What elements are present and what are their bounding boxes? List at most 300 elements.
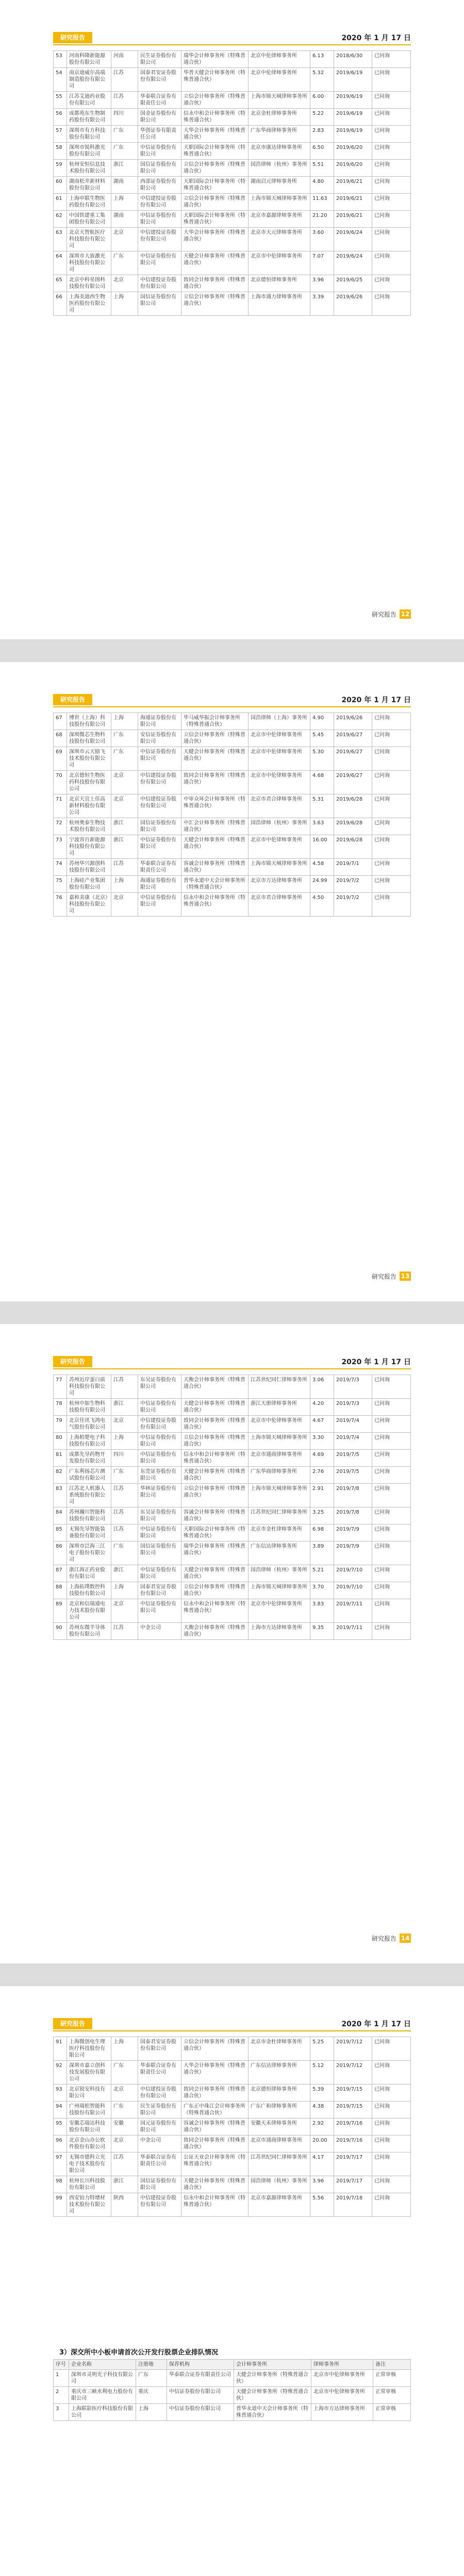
table-cell: 81 [54,1450,67,1467]
table-cell: 73 [54,835,67,859]
table-row [54,818,411,835]
table-cell: 北京佳讯飞鸿电气股份有限公司 [67,1416,111,1433]
table-cell: 80 [54,1433,67,1450]
table-cell: 已问询 [372,1623,411,1640]
table-cell: 安徽芯瑞达科技股份有限公司 [67,2119,111,2136]
ipo-queue-table [53,50,411,316]
table-cell: 北京市金杜律师事务所 [248,1524,310,1541]
table-cell: 已问询 [372,1484,411,1507]
table-cell: 93 [54,2084,67,2102]
table-row [54,794,411,818]
table-cell: 已问询 [372,1582,411,1599]
table-cell: 天健会计师事务所（特殊普通合伙） [181,1399,248,1416]
table-cell: 广东广和律师事务所 [248,2102,310,2119]
table-cell: 广东正中珠江会计师事务所（特殊普通合伙） [181,2102,248,2119]
table-cell: 东莞证券股份有限公司 [138,1467,181,1484]
table-cell: 北京锐安科技有限公司 [67,2084,111,2102]
table-row [54,109,411,126]
table-cell: 南京迪威尔高端制造股份有限公司 [67,68,111,92]
table-row [54,1582,411,1599]
table-cell: 62 [54,211,67,228]
table-cell: 河南科隆新能源股份有限公司 [67,51,111,68]
table-cell: 北京市中伦律师事务所 [248,730,310,747]
table-row [54,771,411,794]
table-cell: 55 [54,92,67,109]
table-cell: 立信会计师事务所（特殊普通合伙） [181,292,248,316]
table-cell: 5.21 [310,1565,334,1582]
table-cell: 江苏 [111,1623,138,1640]
table-cell: 已问询 [372,1450,411,1467]
table-cell: 2019/7/9 [334,1524,372,1541]
table-row [54,1375,411,1399]
table-cell: 已问询 [372,275,411,292]
table-cell: 致同会计师事务所（特殊普通合伙） [181,771,248,794]
table-cell: 立信会计师事务所（特殊普通合伙） [181,160,248,177]
table-cell: 中信建投证券股份有限公司 [138,2084,181,2102]
table-cell: 北京 [111,275,138,292]
table-cell: 已问询 [372,730,411,747]
ipo-queue-table [53,2037,411,2217]
table-cell: 90 [54,1623,67,1640]
table-cell: 华泰联合证券有限责任公司 [167,2370,234,2387]
table-cell: 广东 [111,2061,138,2084]
table-cell: 98 [54,2176,67,2193]
table-cell: 2019/6/19 [334,68,372,92]
table-cell: 广东利扬芯片测试股份有限公司 [67,1467,111,1484]
table-cell: 上海市锦天城律师事务所 [248,1582,310,1599]
table-cell: 北京市嘉源律师事务所 [248,2193,310,2217]
table-cell: 已问询 [372,92,411,109]
footer-label: 研究报告 [371,1273,396,1280]
table-cell: 东吴证券股份有限公司 [138,1507,181,1524]
table-row [54,730,411,747]
table-row [54,2176,411,2193]
table-cell: 天健会计师事务所（特殊普通合伙） [234,2387,311,2404]
table-cell: 上海市锦天城律师事务所 [248,859,310,876]
table-cell: 海通证券股份有限公司 [138,713,181,730]
table-cell: 深圳市嘉立创科技发展股份有限公司 [67,2061,111,2084]
table-cell: 立信会计师事务所（特殊普通合伙） [181,1582,248,1599]
table-cell: 2.91 [310,1484,334,1507]
table-cell: 北京市中伦律师事务所 [248,1599,310,1623]
table-cell: 2019/6/27 [334,747,372,771]
table-cell: 已问询 [372,1524,411,1541]
table-cell: 上海微创电生理医疗科技股份有限公司 [67,2037,111,2061]
table-cell: 国浩律师（上海）事务所 [248,713,310,730]
table-cell: 2018/6/30 [334,51,372,68]
table-cell: 已问询 [372,2102,411,2119]
table-cell: 国信证券股份有限公司 [138,160,181,177]
table-cell: 北京市君合律师事务所 [248,794,310,818]
table-cell: 安徽 [111,2119,138,2136]
table-cell: 国泰君安证券股份有限公司 [138,2037,181,2061]
table-cell: 大华会计师事务所（特殊普通合伙） [181,126,248,143]
table-cell: 2019/7/12 [334,2037,372,2061]
table-cell: 58 [54,143,67,160]
table-cell: 天职国际会计师事务所（特殊普通合伙） [181,1524,248,1541]
table-cell: 北京市嘉源律师事务所 [248,211,310,228]
table-cell: 2019/6/27 [334,730,372,747]
footer-label: 研究报告 [371,611,396,618]
table-cell: 大华会计师事务所（特殊普通合伙） [181,228,248,251]
table-cell: 57 [54,126,67,143]
table-cell: 重庆市三峡水利电力股份有限公司 [69,2387,136,2404]
table-cell: 立信会计师事务所（特殊普通合伙） [181,92,248,109]
table-row [54,835,411,859]
table-cell: 7.07 [310,251,334,275]
table-cell: 天衡会计师事务所（特殊普通合伙） [181,1375,248,1399]
table-row [54,68,411,92]
table-cell: 深圳市有方科技股份有限公司 [67,126,111,143]
table-row [54,2404,411,2421]
table-cell: 广东华商律师事务所 [248,1467,310,1484]
table-cell: 2019/7/11 [334,1623,372,1640]
table-cell: 5.30 [310,747,334,771]
column-header: 注册地 [136,2360,167,2370]
page-footer [372,609,411,619]
table-cell: 上海市通力律师事务所 [248,292,310,316]
table-cell: 92 [54,2061,67,2084]
table-cell: 已问询 [372,2061,411,2084]
table-cell: 89 [54,1599,67,1623]
ipo-queue-table [53,1375,411,1640]
table-cell: 2019/7/10 [334,1565,372,1582]
report-page [0,662,464,1301]
table-row [54,177,411,194]
table-cell: 公证天业会计师事务所（特殊普通合伙） [181,2153,248,2176]
table-cell: 2019/7/4 [334,1433,372,1450]
table-cell: 上海 [111,713,138,730]
table-cell: 瑞华会计师事务所（特殊普通合伙） [181,51,248,68]
table-cell: 北京中伦律师事务所 [248,68,310,92]
table-cell: 上海联影医疗科技股份有限公司 [69,2404,136,2421]
table-cell: 2019/6/24 [334,251,372,275]
table-cell: 9.35 [310,1623,334,1640]
table-row [54,1623,411,1640]
table-cell: 2019/7/8 [334,1507,372,1524]
table-row [54,2153,411,2176]
report-date: 2020 年 1 月 17 日 [341,1358,411,1366]
table-row [54,1524,411,1541]
table-cell: 北京市通商律师事务所 [248,1450,310,1467]
table-cell: 上海 [111,876,138,893]
table-cell: 已问询 [372,2153,411,2176]
table-cell: 北京德恒律师事务所 [248,2084,310,2102]
table-cell: 立信会计师事务所（特殊普通合伙） [181,194,248,211]
table-cell: 中国铁建重工集团股份有限公司 [67,211,111,228]
table-cell: 97 [54,2153,67,2176]
table-cell: 24.99 [310,876,334,893]
table-cell: 北京市中伦律师事务所 [248,1416,310,1433]
table-cell: 中信证券股份有限公司 [138,835,181,859]
table-cell: 已问询 [372,1467,411,1484]
column-header: 律师事务所 [311,2360,373,2370]
table-cell: 信永中和会计师事务所（特殊普通合伙） [181,1599,248,1623]
table-cell: 广东 [111,2102,138,2119]
table-cell: 71 [54,794,67,818]
table-cell: 82 [54,1467,67,1484]
table-cell: 广东信达律师事务所 [248,1541,310,1565]
table-cell: 5.56 [310,2193,334,2217]
table-cell: 北京市中伦律师事务所 [248,835,310,859]
table-cell: 民生证券股份有限公司 [138,51,181,68]
table-cell: 江苏 [111,1484,138,1507]
table-cell: 2019/6/20 [334,143,372,160]
table-cell: 广东 [111,747,138,771]
table-cell: 2019/6/19 [334,92,372,109]
table-cell: 中信证券股份有限公司 [138,1399,181,1416]
table-cell: 杭州安恒信息技术股份有限公司 [67,160,111,177]
table-cell: 2019/7/10 [334,1582,372,1599]
table-cell: 致同会计师事务所（特殊普通合伙） [181,275,248,292]
table-cell: 深圳市云天励飞技术股份有限公司 [67,747,111,771]
table-cell: 64 [54,251,67,275]
table-cell: 国泰君安证券股份有限公司 [138,1582,181,1599]
table-cell: 已问询 [372,771,411,794]
table-cell: 中金公司 [138,1623,181,1640]
table-cell: 瑞华会计师事务所（特殊普通合伙） [181,1541,248,1565]
table-cell: 中信建投证券股份有限公司 [138,794,181,818]
table-cell: 上海 [111,194,138,211]
table-cell: 致同会计师事务所（特殊普通合伙） [181,2084,248,2102]
table-cell: 已问询 [372,160,411,177]
report-tag: 研究报告 [53,694,92,705]
table-cell: 容诚会计师事务所（特殊普通合伙） [181,859,248,876]
table-row [54,1484,411,1507]
table-cell: 四川 [111,109,138,126]
table-cell: 70 [54,771,67,794]
page-gap [0,1301,464,1324]
table-cell: 2019/7/1 [334,859,372,876]
table-row [54,92,411,109]
table-cell: 2019/7/17 [334,2153,372,2176]
table-cell: 北京中伦律师事务所 [248,51,310,68]
report-tag: 研究报告 [53,2018,92,2029]
table-cell: 中信证券股份有限公司 [138,1524,181,1541]
table-cell: 2019/6/28 [334,818,372,835]
table-cell: 湖南松井新材料股份有限公司 [67,177,111,194]
table-cell: 江苏北人机器人系统股份有限公司 [67,1484,111,1507]
table-cell: 已问询 [372,1599,411,1623]
table-cell: 宁波容百新能源科技股份有限公司 [67,835,111,859]
table-cell: 苏州近岸蛋白质科技股份有限公司 [67,1375,111,1399]
table-cell: 2019/7/16 [334,2119,372,2136]
table-cell: 3.06 [310,1375,334,1399]
table-cell: 上海市方达律师事务所 [248,1623,310,1640]
table-cell: 致同会计师事务所（特殊普通合伙） [181,2136,248,2153]
table-cell: 北京和信瑞通电力技术股份有限公司 [67,1599,111,1623]
table-cell: 中信建投证券股份有限公司 [138,194,181,211]
table-cell: 3.39 [310,292,334,316]
table-header-row [54,2360,411,2370]
table-cell: 江苏 [111,1375,138,1399]
report-page [0,1986,464,2576]
table-cell: 67 [54,713,67,730]
table-cell: 60 [54,177,67,194]
table-cell: 北京市天元律师事务所 [248,228,310,251]
table-cell: 5.45 [310,730,334,747]
table-cell: 国元证券股份有限公司 [138,2119,181,2136]
table-cell: 天职国际会计师事务所（特殊普通合伙） [181,211,248,228]
table-cell: 2019/6/24 [334,228,372,251]
table-cell: 中汇会计师事务所（特殊普通合伙） [181,818,248,835]
table-cell: 86 [54,1541,67,1565]
table-cell: 3.60 [310,228,334,251]
table-cell: 浙江 [111,2176,138,2193]
table-cell: 信永中和会计师事务所（特殊普通合伙） [181,109,248,126]
table-cell: 江苏 [111,68,138,92]
table-cell: 中信证券股份有限公司 [167,2404,234,2421]
table-cell: 2019/6/19 [334,126,372,143]
table-cell: 已问询 [372,713,411,730]
table-cell: 中信证券股份有限公司 [138,251,181,275]
table-cell: 湖南 [111,211,138,228]
table-cell: 上海市锦天城律师事务所 [248,1484,310,1507]
report-date: 2020 年 1 月 17 日 [341,34,411,42]
table-cell: 2019/6/21 [334,211,372,228]
table-cell: 已问询 [372,2084,411,2102]
table-cell: 已问询 [372,194,411,211]
table-cell: 2019/7/17 [334,2176,372,2193]
table-cell: 3.83 [310,1599,334,1623]
table-cell: 2019/7/11 [334,1599,372,1623]
table-cell: 天衡会计师事务所（特殊普通合伙） [181,1623,248,1640]
table-cell: 中信证券股份有限公司 [138,747,181,771]
table-cell: 65 [54,275,67,292]
table-cell: 2019/7/9 [334,1541,372,1565]
table-cell: 杭州奥泰生物技术股份有限公司 [67,818,111,835]
table-cell: 博世（上海）科技股份有限公司 [67,713,111,730]
table-cell: 2019/7/3 [334,1399,372,1416]
table-cell: 已问询 [372,2119,411,2136]
table-cell: 上海 [111,2037,138,2061]
table-cell: 天健会计师事务所（特殊普通合伙） [234,2370,311,2387]
table-cell: 上海 [111,1433,138,1450]
table-cell: 已问询 [372,1416,411,1433]
table-cell: 5.51 [310,160,334,177]
table-cell: 北京 [111,2136,138,2153]
table-cell: 浙江 [111,1399,138,1416]
table-cell: 已问询 [372,68,411,92]
table-cell: 已问询 [372,859,411,876]
report-tag: 研究报告 [53,1356,92,1367]
table-row [54,1433,411,1450]
table-cell: 国信证券股份有限公司 [138,292,181,316]
table-cell: 北京 [111,1599,138,1623]
table-cell: 上海柏楚电子科技股份有限公司 [67,1433,111,1450]
header-rule [53,2030,411,2031]
table-cell: 湖南 [111,177,138,194]
table-cell: 北京天宜上佳高新材料股份有限公司 [67,794,111,818]
table-cell: 已问询 [372,51,411,68]
table-cell: 华创证券有限责任公司 [138,126,181,143]
table-cell: 华泰联合证券有限责任公司 [138,92,181,109]
report-page [0,1324,464,1963]
table-cell: 上海市方达律师事务所 [311,2404,373,2421]
table-cell: 北京 [111,771,138,794]
table-cell: 已问询 [372,876,411,893]
table-cell: 53 [54,51,67,68]
table-cell: 上海 [111,292,138,316]
table-cell: 江苏 [111,92,138,109]
table-row [54,275,411,292]
table-cell: 海通证券股份有限公司 [138,876,181,893]
table-cell: 已问询 [372,2037,411,2061]
table-cell: 上海拓璞数控科技股份有限公司 [67,1582,111,1599]
footer-label: 研究报告 [371,1935,396,1942]
table-cell: 2019/7/5 [334,1467,372,1484]
table-cell: 民生证券股份有限公司 [138,2102,181,2119]
table-cell: 2.83 [310,126,334,143]
page-footer [372,1934,411,1943]
table-row [54,251,411,275]
table-cell: 苏州瀚川智能科技股份有限公司 [67,1507,111,1524]
table-cell: 4.80 [310,177,334,194]
table-cell: 北京 [111,893,138,917]
table-cell: 河南 [111,51,138,68]
table-cell: 北京市君合律师事务所 [248,893,310,917]
table-cell: 天健会计师事务所（特殊普通合伙） [181,1565,248,1582]
table-cell: 已问询 [372,2193,411,2217]
table-cell: 1 [54,2370,69,2387]
table-cell: 浙江天册律师事务所 [248,1399,310,1416]
table-row [54,2037,411,2061]
table-cell: 3.70 [310,1582,334,1599]
table-cell: 北京市通商律师事务所 [248,2136,310,2153]
table-cell: 3.25 [310,1507,334,1524]
table-cell: 3.96 [310,2176,334,2193]
table-cell: 上海申联生物医药股份有限公司 [67,194,111,211]
table-cell: 毕马威华振会计师事务所（特殊普通合伙） [181,713,248,730]
table-cell: 江苏艾迪药业股份有限公司 [67,92,111,109]
table-cell: 天健会计师事务所（特殊普通合伙） [181,2176,248,2193]
table-cell: 深圳市锐科激光股份有限公司 [67,143,111,160]
table-cell: 立信会计师事务所（特殊普通合伙） [181,1484,248,1507]
table-cell: 江苏 [111,1507,138,1524]
table-row [54,876,411,893]
table-cell: 83 [54,1484,67,1507]
table-cell: 4.17 [310,2153,334,2176]
table-cell: 已问询 [372,2176,411,2193]
table-cell: 北京金山办公软件股份有限公司 [67,2136,111,2153]
table-cell: 中信证券股份有限公司 [138,1450,181,1467]
table-cell: 中信建投证券股份有限公司 [138,275,181,292]
table-cell: 已问询 [372,893,411,917]
table-cell: 湖南启元律师事务所 [248,177,310,194]
table-cell: 68 [54,730,67,747]
table-cell: 国信证券股份有限公司 [138,818,181,835]
report-date: 2020 年 1 月 17 日 [341,696,411,704]
table-cell: 2019/6/25 [334,275,372,292]
table-cell: 北京 [111,794,138,818]
table-cell: 浙江 [111,1565,138,1582]
table-cell: 国泰君安证券股份有限公司 [138,68,181,92]
table-row [54,1565,411,1582]
table-cell: 天职国际会计师事务所（特殊普通合伙） [181,143,248,160]
header-rule [53,44,411,45]
table-row [54,2387,411,2404]
table-cell: 2019/7/4 [334,1416,372,1433]
table-cell: 已问询 [372,177,411,194]
table-cell: 北京 [111,228,138,251]
table-cell: 69 [54,747,67,771]
section-title: 3）深交所中小板申请首次公开发行股票企业排队情况 [59,2349,219,2357]
table-cell: 中金公司 [138,2136,181,2153]
table-cell: 已问询 [372,251,411,275]
table-cell: 深圳市大族激光科技股份有限公司 [67,251,111,275]
header-rule [53,1368,411,1369]
table-cell: 72 [54,818,67,835]
